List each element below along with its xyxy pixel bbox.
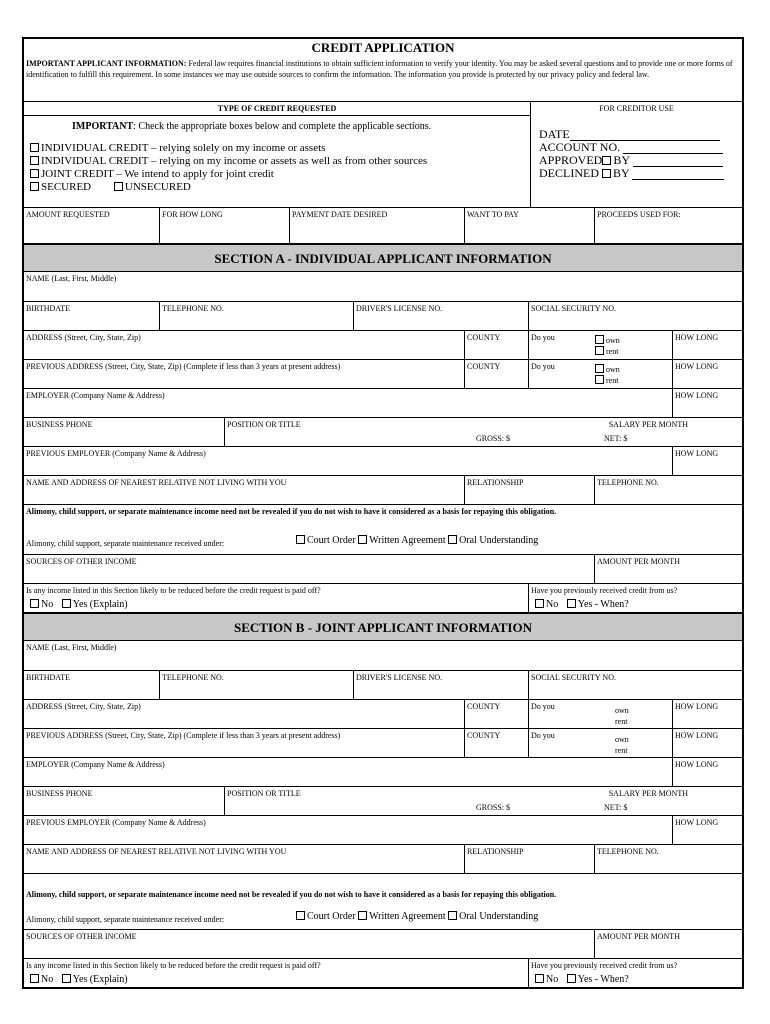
credit-type-important-lead: IMPORTANT bbox=[72, 121, 134, 132]
a-alimony-row bbox=[24, 504, 742, 554]
b-gross-field[interactable]: GROSS: $ bbox=[476, 803, 511, 812]
b-prev-how-long-field[interactable]: HOW LONG bbox=[672, 729, 742, 757]
a-prev-county-field[interactable]: COUNTY bbox=[464, 360, 528, 388]
checkbox[interactable] bbox=[448, 911, 457, 920]
b-other-income-field[interactable]: SOURCES OF OTHER INCOME bbox=[26, 932, 137, 941]
b-address-row bbox=[24, 699, 742, 728]
a-reduce-row bbox=[24, 583, 742, 612]
checkbox[interactable] bbox=[535, 974, 544, 983]
do-you-label: Do you bbox=[531, 702, 555, 711]
checkbox[interactable] bbox=[602, 169, 611, 178]
important-info-lead: IMPORTANT APPLICANT INFORMATION: bbox=[26, 59, 187, 68]
a-address-field[interactable]: ADDRESS (Street, City, State, Zip) bbox=[26, 333, 141, 342]
b-ssn-field[interactable]: SOCIAL SECURITY NO. bbox=[528, 671, 742, 699]
request-row bbox=[24, 207, 742, 243]
a-employer-field[interactable]: EMPLOYER (Company Name & Address) bbox=[26, 391, 165, 400]
b-own-rent bbox=[528, 700, 672, 728]
important-info bbox=[24, 57, 742, 93]
creditor-declined-label: DECLINED bbox=[539, 166, 599, 180]
form-title: CREDIT APPLICATION bbox=[311, 40, 455, 55]
oral-understanding-label: Oral Understanding bbox=[459, 535, 539, 546]
oral-understanding-option[interactable] bbox=[448, 535, 538, 546]
creditor-use-fields bbox=[539, 128, 724, 180]
yes-when-label: Yes - When? bbox=[577, 974, 629, 985]
a-alimony-options bbox=[296, 535, 538, 546]
checkbox[interactable] bbox=[535, 599, 544, 608]
a-business-row bbox=[24, 417, 742, 446]
written-agreement-option[interactable] bbox=[358, 911, 446, 922]
b-other-income-row bbox=[24, 929, 742, 958]
own-option[interactable] bbox=[595, 364, 620, 375]
checkbox[interactable] bbox=[296, 535, 305, 544]
b-business-phone-field[interactable]: BUSINESS PHONE bbox=[26, 789, 93, 798]
option-joint[interactable] bbox=[30, 168, 427, 181]
creditor-date-label: DATE bbox=[539, 127, 570, 141]
a-gross-field[interactable]: GROSS: $ bbox=[476, 434, 511, 443]
a-relative-field[interactable]: NAME AND ADDRESS OF NEAREST RELATIVE NOT LIVING WITH YOU bbox=[26, 478, 287, 487]
a-prev-own-rent bbox=[528, 360, 672, 388]
how-long-field[interactable]: FOR HOW LONG bbox=[159, 208, 289, 243]
option-unsecured[interactable] bbox=[114, 181, 191, 193]
a-address-row bbox=[24, 330, 742, 359]
a-alimony-notice: Alimony, child support, or separate maintenance income need not be revealed if you do not wish to have it considered as a basis for repaying this obligation. bbox=[26, 507, 557, 516]
b-prev-address-row bbox=[24, 728, 742, 757]
no-label: No bbox=[41, 599, 54, 610]
important-info-text: Federal law requires financial institutions to obtain sufficient information to verify your identity. You may be asked several questions and to provide one or more forms of identification to fulfill this requirement. In some instances we may use outside sources to confirm the information. The information you provide is protected by our privacy policy and federal law. bbox=[26, 59, 733, 79]
b-how-long-field[interactable]: HOW LONG bbox=[672, 700, 742, 728]
checkbox[interactable] bbox=[114, 182, 123, 191]
b-alimony-options bbox=[296, 911, 538, 922]
yes-when-label: Yes - When? bbox=[577, 599, 629, 610]
checkbox[interactable] bbox=[595, 364, 604, 373]
b-address-field[interactable]: ADDRESS (Street, City, State, Zip) bbox=[26, 702, 141, 711]
a-other-income-field[interactable]: SOURCES OF OTHER INCOME bbox=[26, 557, 137, 566]
income-reduced-label: Is any income listed in this Section likely to be reduced before the credit request is paid off? bbox=[26, 961, 321, 970]
b-previous-credit bbox=[528, 959, 742, 987]
a-employer-how-long[interactable]: HOW LONG bbox=[672, 389, 742, 417]
a-other-income-row bbox=[24, 554, 742, 583]
checkbox[interactable] bbox=[595, 375, 604, 384]
creditor-by-label: BY bbox=[613, 166, 630, 180]
creditor-declined bbox=[539, 167, 724, 180]
checkbox[interactable] bbox=[30, 143, 39, 152]
rent-label: rent bbox=[606, 376, 619, 385]
option-individual-other[interactable] bbox=[30, 155, 427, 168]
checkbox[interactable] bbox=[448, 535, 457, 544]
rent-option[interactable] bbox=[595, 375, 620, 386]
b-prev-county-field[interactable]: COUNTY bbox=[464, 729, 528, 757]
b-prev-own-rent bbox=[528, 729, 672, 757]
a-name-field[interactable]: NAME (Last, First, Middle) bbox=[26, 274, 117, 283]
checkbox[interactable] bbox=[567, 974, 576, 983]
b-position-field[interactable]: POSITION OR TITLE bbox=[224, 787, 464, 815]
a-county-field[interactable]: COUNTY bbox=[464, 331, 528, 359]
creditor-approved-label: APPROVED bbox=[539, 153, 603, 167]
b-county-field[interactable]: COUNTY bbox=[464, 700, 528, 728]
income-reduced-label: Is any income listed in this Section likely to be reduced before the credit request is paid off? bbox=[26, 586, 321, 595]
credit-type-header: TYPE OF CREDIT REQUESTED bbox=[24, 102, 530, 116]
option-label: INDIVIDUAL CREDIT – relying on my income or assets as well as from other sources bbox=[41, 155, 428, 167]
checkbox[interactable] bbox=[30, 974, 39, 983]
option-label: INDIVIDUAL CREDIT – relying solely on my income or assets bbox=[41, 142, 326, 154]
a-prev-employer-how-long[interactable]: HOW LONG bbox=[672, 447, 742, 475]
b-prev-employer-field[interactable]: PREVIOUS EMPLOYER (Company Name & Address) bbox=[26, 818, 206, 827]
b-net-field[interactable]: NET: $ bbox=[604, 803, 628, 812]
b-relative-field[interactable]: NAME AND ADDRESS OF NEAREST RELATIVE NOT LIVING WITH YOU bbox=[26, 847, 287, 856]
a-telephone-field[interactable]: TELEPHONE NO. bbox=[159, 302, 353, 330]
court-order-option[interactable] bbox=[296, 535, 356, 546]
b-prev-employer-row bbox=[24, 815, 742, 844]
own-option[interactable] bbox=[595, 335, 620, 346]
b-name-row bbox=[24, 641, 742, 670]
b-alimony-received: Alimony, child support, separate maintenance received under: bbox=[26, 915, 225, 924]
own-label: own bbox=[606, 336, 620, 345]
b-prev-employer-how-long[interactable]: HOW LONG bbox=[672, 816, 742, 844]
checkbox[interactable] bbox=[595, 346, 604, 355]
option-label: JOINT CREDIT – We intend to apply for joint credit bbox=[41, 168, 274, 180]
want-to-pay-field[interactable]: WANT TO PAY bbox=[464, 208, 594, 243]
checkbox[interactable] bbox=[358, 535, 367, 544]
no-label: No bbox=[41, 974, 54, 985]
b-id-row bbox=[24, 670, 742, 699]
a-previous-credit bbox=[528, 584, 742, 612]
b-amount-month-field[interactable]: AMOUNT PER MONTH bbox=[594, 930, 742, 958]
b-salary-label: SALARY PER MONTH bbox=[608, 789, 688, 798]
checkbox[interactable] bbox=[595, 335, 604, 344]
oral-understanding-label: Oral Understanding bbox=[459, 911, 539, 922]
secured-label: SECURED bbox=[41, 181, 92, 193]
b-relative-row bbox=[24, 844, 742, 873]
b-prev-address-field[interactable]: PREVIOUS ADDRESS (Street, City, State, Zip) (Complete if less than 3 years at present address) bbox=[26, 731, 341, 740]
court-order-option[interactable] bbox=[296, 911, 356, 922]
a-prev-address-row bbox=[24, 359, 742, 388]
b-income-reduced bbox=[24, 959, 528, 987]
a-ssn-field[interactable]: SOCIAL SECURITY NO. bbox=[528, 302, 742, 330]
checkbox[interactable] bbox=[30, 182, 39, 191]
b-employer-field[interactable]: EMPLOYER (Company Name & Address) bbox=[26, 760, 165, 769]
payment-date-field[interactable]: PAYMENT DATE DESIRED bbox=[289, 208, 464, 243]
a-how-long-field[interactable]: HOW LONG bbox=[672, 331, 742, 359]
checkbox[interactable] bbox=[567, 599, 576, 608]
b-telephone-field[interactable]: TELEPHONE NO. bbox=[159, 671, 353, 699]
b-employer-how-long[interactable]: HOW LONG bbox=[672, 758, 742, 786]
credit-application-form bbox=[22, 37, 744, 989]
written-agreement-option[interactable] bbox=[358, 535, 446, 546]
previously-received-label: Have you previously received credit from us? bbox=[531, 586, 678, 595]
previously-received-label: Have you previously received credit from us? bbox=[531, 961, 678, 970]
checkbox[interactable] bbox=[62, 974, 71, 983]
a-employer-row bbox=[24, 388, 742, 417]
no-option[interactable] bbox=[30, 599, 53, 610]
checkbox[interactable] bbox=[30, 169, 39, 178]
checkbox[interactable] bbox=[602, 156, 611, 165]
section-b-header: SECTION B - JOINT APPLICANT INFORMATION bbox=[24, 612, 742, 641]
rent-option[interactable]: rent bbox=[615, 746, 628, 755]
b-birthdate-field[interactable]: BIRTHDATE bbox=[26, 673, 70, 682]
no-label: No bbox=[546, 974, 559, 985]
a-name-row bbox=[24, 272, 742, 301]
yes-explain-label: Yes (Explain) bbox=[72, 974, 128, 985]
b-alimony-row bbox=[24, 873, 742, 929]
a-business-phone-field[interactable]: BUSINESS PHONE bbox=[26, 420, 93, 429]
a-relationship-field[interactable]: RELATIONSHIP bbox=[464, 476, 594, 504]
written-agreement-label: Written Agreement bbox=[369, 535, 446, 546]
b-employer-row bbox=[24, 757, 742, 786]
do-you-label: Do you bbox=[531, 731, 555, 740]
checkbox[interactable] bbox=[296, 911, 305, 920]
credit-type-area bbox=[24, 102, 530, 207]
yes-when-option[interactable] bbox=[567, 974, 629, 985]
court-order-label: Court Order bbox=[307, 911, 356, 922]
a-prev-address-field[interactable]: PREVIOUS ADDRESS (Street, City, State, Zip) (Complete if less than 3 years at present address) bbox=[26, 362, 341, 371]
a-relative-phone-field[interactable]: TELEPHONE NO. bbox=[594, 476, 742, 504]
a-prev-employer-row bbox=[24, 446, 742, 475]
b-relative-phone-field[interactable]: TELEPHONE NO. bbox=[594, 845, 742, 873]
a-own-rent bbox=[528, 331, 672, 359]
b-relationship-field[interactable]: RELATIONSHIP bbox=[464, 845, 594, 873]
oral-understanding-option[interactable] bbox=[448, 911, 538, 922]
a-prev-employer-field[interactable]: PREVIOUS EMPLOYER (Company Name & Address) bbox=[26, 449, 206, 458]
b-reduce-row bbox=[24, 958, 742, 987]
no-option[interactable] bbox=[535, 599, 558, 610]
creditor-account-label: ACCOUNT NO. bbox=[539, 140, 621, 154]
a-birthdate-field[interactable]: BIRTHDATE bbox=[26, 304, 70, 313]
creditor-use-header: FOR CREDITOR USE bbox=[599, 104, 674, 113]
court-order-label: Court Order bbox=[307, 535, 356, 546]
a-amount-month-field[interactable]: AMOUNT PER MONTH bbox=[594, 555, 742, 583]
credit-type-block bbox=[24, 101, 742, 207]
rent-option[interactable] bbox=[595, 346, 620, 357]
a-salary-label: SALARY PER MONTH bbox=[608, 420, 688, 429]
own-label: own bbox=[606, 365, 620, 374]
a-position-field[interactable]: POSITION OR TITLE bbox=[224, 418, 464, 446]
yes-when-option[interactable] bbox=[567, 599, 629, 610]
yes-explain-option[interactable] bbox=[62, 599, 128, 610]
b-name-field[interactable]: NAME (Last, First, Middle) bbox=[26, 643, 117, 652]
no-option[interactable] bbox=[30, 974, 53, 985]
credit-type-important-text: : Check the appropriate boxes below and complete the applicable sections. bbox=[133, 121, 432, 132]
credit-type-options bbox=[30, 142, 427, 194]
a-license-field[interactable]: DRIVER'S LICENSE NO. bbox=[353, 302, 528, 330]
no-label: No bbox=[546, 599, 559, 610]
creditor-declined-line[interactable] bbox=[632, 179, 724, 180]
written-agreement-label: Written Agreement bbox=[369, 911, 446, 922]
amount-requested-field[interactable]: AMOUNT REQUESTED bbox=[26, 210, 110, 219]
b-license-field[interactable]: DRIVER'S LICENSE NO. bbox=[353, 671, 528, 699]
checkbox[interactable] bbox=[30, 599, 39, 608]
a-income-reduced bbox=[24, 584, 528, 612]
do-you-label: Do you bbox=[531, 333, 555, 342]
yes-explain-option[interactable] bbox=[62, 974, 128, 985]
a-relative-row bbox=[24, 475, 742, 504]
creditor-use-area bbox=[530, 102, 742, 207]
own-option[interactable]: own bbox=[615, 706, 629, 715]
creditor-by-label: BY bbox=[613, 153, 630, 167]
b-business-row bbox=[24, 786, 742, 815]
b-alimony-notice: Alimony, child support, or separate maintenance income need not be revealed if you do not wish to have it considered as a basis for repaying this obligation. bbox=[26, 890, 557, 899]
credit-type-important bbox=[72, 122, 431, 132]
proceeds-field[interactable]: PROCEEDS USED FOR: bbox=[594, 208, 742, 243]
own-option[interactable]: own bbox=[615, 735, 629, 744]
option-secured-row bbox=[30, 181, 427, 194]
rent-label: rent bbox=[606, 347, 619, 356]
checkbox[interactable] bbox=[62, 599, 71, 608]
do-you-label: Do you bbox=[531, 362, 555, 371]
no-option[interactable] bbox=[535, 974, 558, 985]
checkbox[interactable] bbox=[358, 911, 367, 920]
yes-explain-label: Yes (Explain) bbox=[72, 599, 128, 610]
a-alimony-received: Alimony, child support, separate maintenance received under: bbox=[26, 539, 225, 548]
option-secured[interactable] bbox=[30, 181, 91, 193]
unsecured-label: UNSECURED bbox=[124, 181, 191, 193]
a-net-field[interactable]: NET: $ bbox=[604, 434, 628, 443]
option-individual-sole[interactable] bbox=[30, 142, 427, 155]
checkbox[interactable] bbox=[30, 156, 39, 165]
rent-option[interactable]: rent bbox=[615, 717, 628, 726]
section-a-header: SECTION A - INDIVIDUAL APPLICANT INFORMATION bbox=[24, 243, 742, 272]
a-id-row bbox=[24, 301, 742, 330]
a-prev-how-long-field[interactable]: HOW LONG bbox=[672, 360, 742, 388]
